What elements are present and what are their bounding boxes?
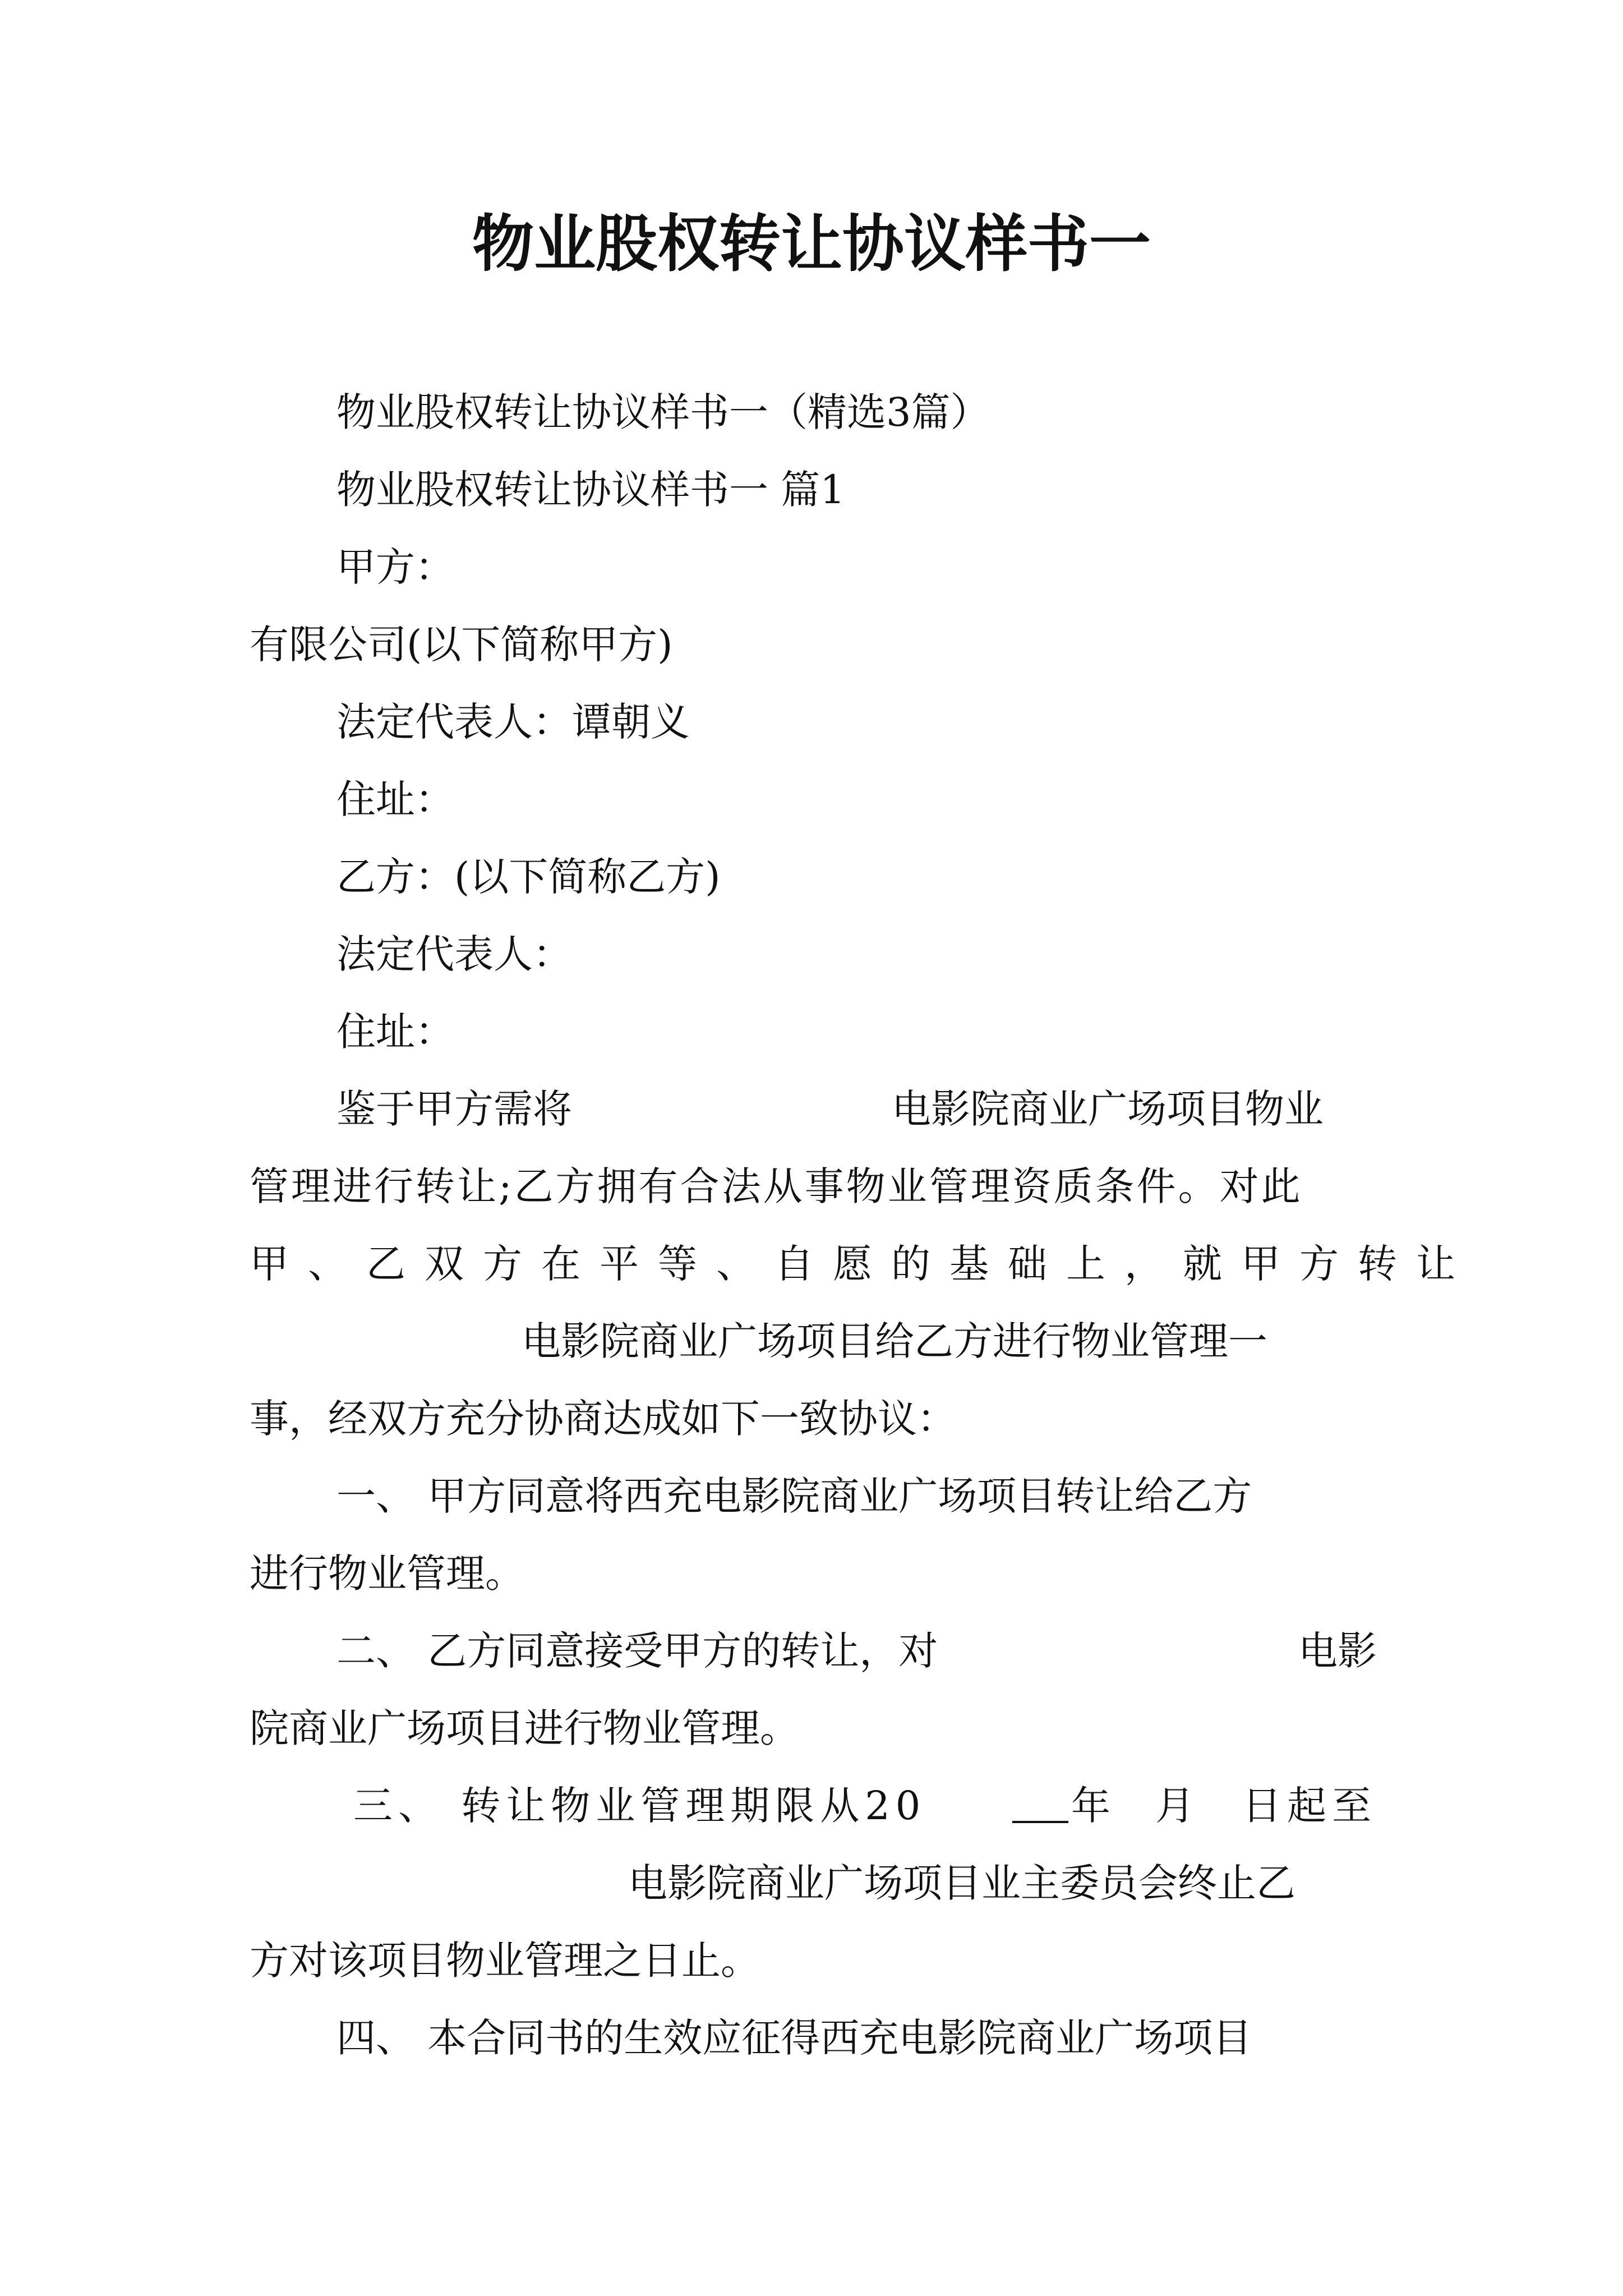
section-heading: 物业股权转让协议样书一 篇1 xyxy=(336,467,845,513)
party-a-address: 住址： xyxy=(336,776,454,822)
preamble-line-2: 管理进行转让;乙方拥有合法从事物业管理资质条件。对此 xyxy=(250,1163,1303,1209)
clause-2-line-1-end: 电影 xyxy=(1298,1628,1377,1674)
preamble-line-1-start: 鉴于甲方需将 xyxy=(336,1086,572,1132)
document-title: 物业股权转让协议样书一 xyxy=(472,208,1151,280)
preamble-line-4: 电影院商业广场项目给乙方进行物业管理一 xyxy=(522,1318,1267,1364)
year-blank xyxy=(1012,1787,1068,1823)
clause-3-line-1-start: 三、 转让物业管理期限从20 xyxy=(353,1783,926,1829)
party-a-representative: 法定代表人：谭朝义 xyxy=(336,699,690,745)
party-b-label: 乙方：(以下简称乙方) xyxy=(336,854,721,900)
clause-4-line-1: 四、 本合同书的生效应征得西充电影院商业广场项目 xyxy=(336,2015,1252,2061)
clause-2-line-2: 院商业广场项目进行物业管理。 xyxy=(250,1705,799,1751)
preamble-line-1-end: 电影院商业广场项目物业 xyxy=(892,1086,1324,1132)
clause-1-line-1: 一、 甲方同意将西充电影院商业广场项目转让给乙方 xyxy=(336,1473,1252,1519)
party-a-company: 有限公司(以下简称甲方) xyxy=(250,622,673,668)
clause-2-line-1-start: 二、 乙方同意接受甲方的转让，对 xyxy=(336,1628,938,1674)
clause-3-day: 日起至 xyxy=(1242,1783,1377,1829)
clause-3-year: 年 xyxy=(1071,1783,1110,1829)
clause-3-line-3: 方对该项目物业管理之日止。 xyxy=(250,1938,760,1984)
preamble-line-3: 甲、乙双方在平等、自愿的基础上，就甲方转让 xyxy=(250,1241,1474,1287)
party-b-representative: 法定代表人： xyxy=(336,931,572,977)
subtitle-selection: 物业股权转让协议样书一（精选3篇） xyxy=(336,389,990,435)
preamble-line-5: 事，经双方充分协商达成如下一致协议： xyxy=(250,1396,956,1442)
clause-1-line-2: 进行物业管理。 xyxy=(250,1550,524,1596)
party-a-label: 甲方： xyxy=(336,544,454,590)
party-b-address: 住址： xyxy=(336,1009,454,1055)
clause-3-month: 月 xyxy=(1155,1783,1195,1829)
clause-3-line-2: 电影院商业广场项目业主委员会终止乙 xyxy=(628,1860,1295,1906)
